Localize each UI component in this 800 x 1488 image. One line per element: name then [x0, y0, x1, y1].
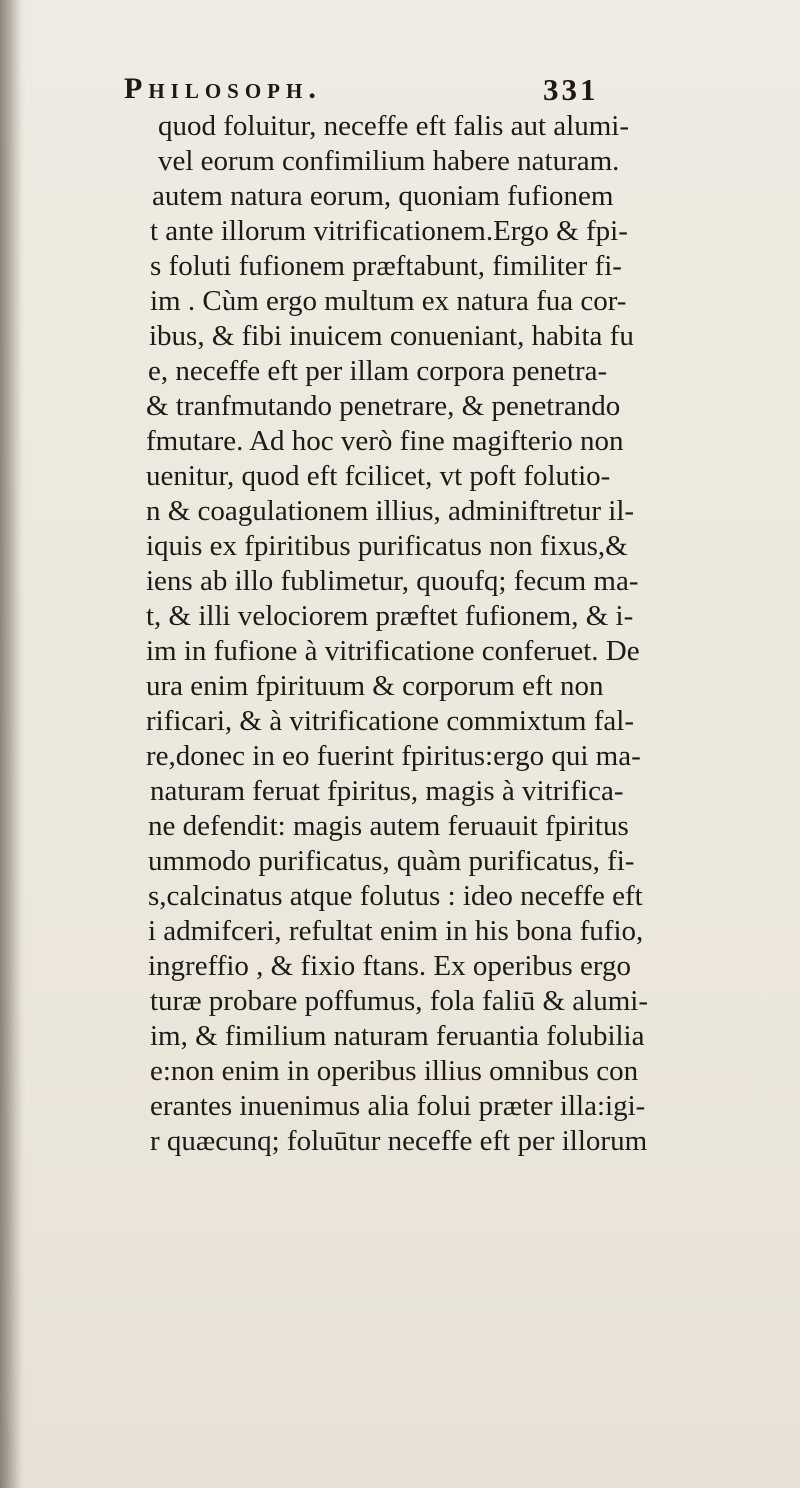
text-line: s foluti fufionem præftabunt, fimiliter fi- — [150, 250, 622, 282]
text-line: r quæcunq; foluūtur neceffe eft per illorum — [150, 1125, 648, 1157]
text-line: e, neceffe eft per illam corpora penetra- — [148, 355, 608, 387]
text-line: n & coagulationem illius, adminiftretur il- — [146, 495, 635, 527]
text-line: ne defendit: magis autem feruauit fpiritus — [148, 810, 629, 842]
text-line: iquis ex fpiritibus purificatus non fixus,& — [146, 530, 628, 562]
text-line: ura enim fpirituum & corporum eft non — [146, 670, 604, 702]
text-line: naturam feruat fpiritus, magis à vitrifica- — [150, 775, 624, 807]
text-line: erantes inuenimus alia folui præter illa:igi- — [150, 1090, 646, 1122]
text-line: im in fufione à vitrificatione conferuet. De — [146, 635, 640, 667]
text-line: re,donec in eo fuerint fpiritus:ergo qui ma- — [146, 740, 641, 772]
text-line: t, & illi velociorem præftet fufionem, & i- — [146, 600, 634, 632]
text-line: im, & fimilium naturam feruantia folubilia — [150, 1020, 645, 1052]
running-head: Philosoph. — [124, 72, 322, 105]
text-line: i admifceri, refultat enim in his bona fufio, — [148, 915, 644, 947]
text-line: e:non enim in operibus illius omnibus con — [150, 1055, 639, 1087]
text-line: fmutare. Ad hoc verò fine magifterio non — [146, 425, 624, 457]
gutter-shadow — [0, 0, 22, 1488]
text-line: vel eorum confimilium habere naturam. — [158, 145, 620, 177]
text-line: turæ probare poffumus, fola faliū & alumi- — [150, 985, 648, 1017]
text-line: ummodo purificatus, quàm purificatus, fi- — [148, 845, 635, 877]
text-line: ingreffio , & fixio ftans. Ex operibus ergo — [148, 950, 631, 982]
text-line: iens ab illo fublimetur, quoufq; fecum ma- — [146, 565, 639, 597]
text-line: ibus, & fibi inuicem conueniant, habita fu — [149, 320, 634, 352]
text-line: autem natura eorum, quoniam fufionem — [152, 180, 614, 212]
text-line: quod foluitur, neceffe eft falis aut alumi- — [158, 110, 629, 142]
page-header — [0, 72, 800, 112]
text-line: rificari, & à vitrificatione commixtum fal- — [146, 705, 634, 737]
text-line: t ante illorum vitrificationem.Ergo & fpi- — [150, 215, 628, 247]
text-line: im . Cùm ergo multum ex natura fua cor- — [150, 285, 627, 317]
text-line: s,calcinatus atque folutus : ideo neceffe eft — [148, 880, 643, 912]
page-number: 331 — [543, 72, 599, 107]
text-line: & tranfmutando penetrare, & penetrando — [146, 390, 621, 422]
text-line: uenitur, quod eft fcilicet, vt poft folutio- — [146, 460, 611, 492]
